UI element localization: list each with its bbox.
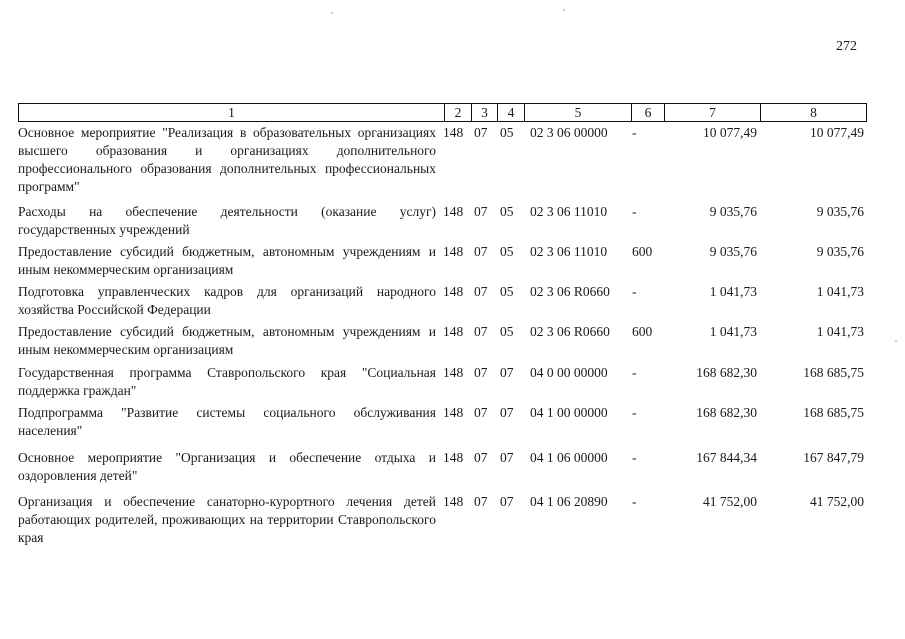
row-expense-type: - <box>632 284 637 299</box>
header-col-8: 8 <box>760 104 866 121</box>
row-amount-1: 1 041,73 <box>709 324 757 339</box>
row-expense-type: - <box>632 405 637 420</box>
row-description: Основное мероприятие "Реализация в образовательных организациях высшего образования и организациях дополнительного профессионального образования дополнительных профессиональных программ" <box>18 125 436 194</box>
row-code: 148 <box>443 125 464 140</box>
row-target: 02 3 06 R0660 <box>530 324 610 339</box>
row-amount-2: 10 077,49 <box>810 125 864 140</box>
row-description: Государственная программа Ставропольского края "Социальная поддержка граждан" <box>18 365 436 398</box>
row-section: 07 <box>474 405 488 420</box>
row-target: 02 3 06 11010 <box>530 204 608 219</box>
row-subsection: 07 <box>500 450 514 465</box>
row-description: Расходы на обеспечение деятельности (оказание услуг) государственных учреждений <box>18 204 436 237</box>
row-amount-2: 168 685,75 <box>803 405 864 420</box>
row-target: 04 0 00 00000 <box>530 365 608 380</box>
row-target: 04 1 06 00000 <box>530 450 608 465</box>
row-code: 148 <box>443 324 464 339</box>
row-description: Предоставление субсидий бюджетным, автономным учреждениям и иным некоммерческим организациям <box>18 324 436 357</box>
row-code: 148 <box>443 284 464 299</box>
row-subsection: 05 <box>500 284 514 299</box>
row-expense-type: - <box>632 125 637 140</box>
budget-table <box>18 103 867 545</box>
row-code: 148 <box>443 244 464 259</box>
row-target: 04 1 00 00000 <box>530 405 608 420</box>
row-section: 07 <box>474 450 488 465</box>
row-description: Организация и обеспечение санаторно-курортного лечения детей работающих родителей, проживающих на территории Ставропольского края <box>18 494 436 545</box>
row-expense-type: 600 <box>632 244 653 259</box>
row-code: 148 <box>443 365 464 380</box>
row-amount-2: 41 752,00 <box>810 494 864 509</box>
header-col-2: 2 <box>444 104 471 121</box>
row-amount-2: 9 035,76 <box>816 204 864 219</box>
row-amount-1: 41 752,00 <box>703 494 757 509</box>
row-expense-type: 600 <box>632 324 653 339</box>
row-section: 07 <box>474 125 488 140</box>
row-code: 148 <box>443 494 464 509</box>
scan-speck <box>331 12 333 14</box>
row-expense-type: - <box>632 204 637 219</box>
row-amount-1: 167 844,34 <box>696 450 757 465</box>
row-subsection: 05 <box>500 204 514 219</box>
scan-speck <box>563 9 565 11</box>
header-col-4: 4 <box>497 104 524 121</box>
row-target: 02 3 06 11010 <box>530 244 608 259</box>
row-amount-1: 168 682,30 <box>696 405 757 420</box>
table-header <box>18 103 867 122</box>
row-subsection: 05 <box>500 324 514 339</box>
header-col-7: 7 <box>664 104 760 121</box>
row-subsection: 05 <box>500 125 514 140</box>
row-code: 148 <box>443 450 464 465</box>
row-amount-2: 1 041,73 <box>816 324 864 339</box>
row-expense-type: - <box>632 365 637 380</box>
row-amount-1: 168 682,30 <box>696 365 757 380</box>
row-amount-1: 9 035,76 <box>709 244 757 259</box>
row-description: Основное мероприятие "Организация и обеспечение отдыха и оздоровления детей" <box>18 450 436 483</box>
row-subsection: 07 <box>500 365 514 380</box>
page-number: 272 <box>836 39 857 54</box>
header-col-1: 1 <box>228 105 235 120</box>
row-description: Предоставление субсидий бюджетным, автономным учреждениям и иным некоммерческим организациям <box>18 244 436 277</box>
row-section: 07 <box>474 204 488 219</box>
row-amount-1: 1 041,73 <box>709 284 757 299</box>
row-target: 02 3 06 R0660 <box>530 284 610 299</box>
row-amount-1: 9 035,76 <box>709 204 757 219</box>
row-section: 07 <box>474 324 488 339</box>
row-subsection: 07 <box>500 405 514 420</box>
row-amount-2: 167 847,79 <box>803 450 864 465</box>
row-section: 07 <box>474 365 488 380</box>
scan-speck <box>895 340 897 342</box>
row-amount-2: 9 035,76 <box>816 244 864 259</box>
row-section: 07 <box>474 244 488 259</box>
header-col-3: 3 <box>471 104 497 121</box>
row-section: 07 <box>474 494 488 509</box>
row-expense-type: - <box>632 450 637 465</box>
row-expense-type: - <box>632 494 637 509</box>
row-code: 148 <box>443 204 464 219</box>
row-subsection: 07 <box>500 494 514 509</box>
row-code: 148 <box>443 405 464 420</box>
header-col-6: 6 <box>631 104 664 121</box>
row-amount-2: 1 041,73 <box>816 284 864 299</box>
row-section: 07 <box>474 284 488 299</box>
row-subsection: 05 <box>500 244 514 259</box>
row-target: 02 3 06 00000 <box>530 125 608 140</box>
row-amount-2: 168 685,75 <box>803 365 864 380</box>
row-description: Подготовка управленческих кадров для организаций народного хозяйства Российской Федерации <box>18 284 436 317</box>
row-description: Подпрограмма "Развитие системы социального обслуживания населения" <box>18 405 436 438</box>
row-amount-1: 10 077,49 <box>703 125 757 140</box>
row-target: 04 1 06 20890 <box>530 494 608 509</box>
header-col-5: 5 <box>524 104 631 121</box>
